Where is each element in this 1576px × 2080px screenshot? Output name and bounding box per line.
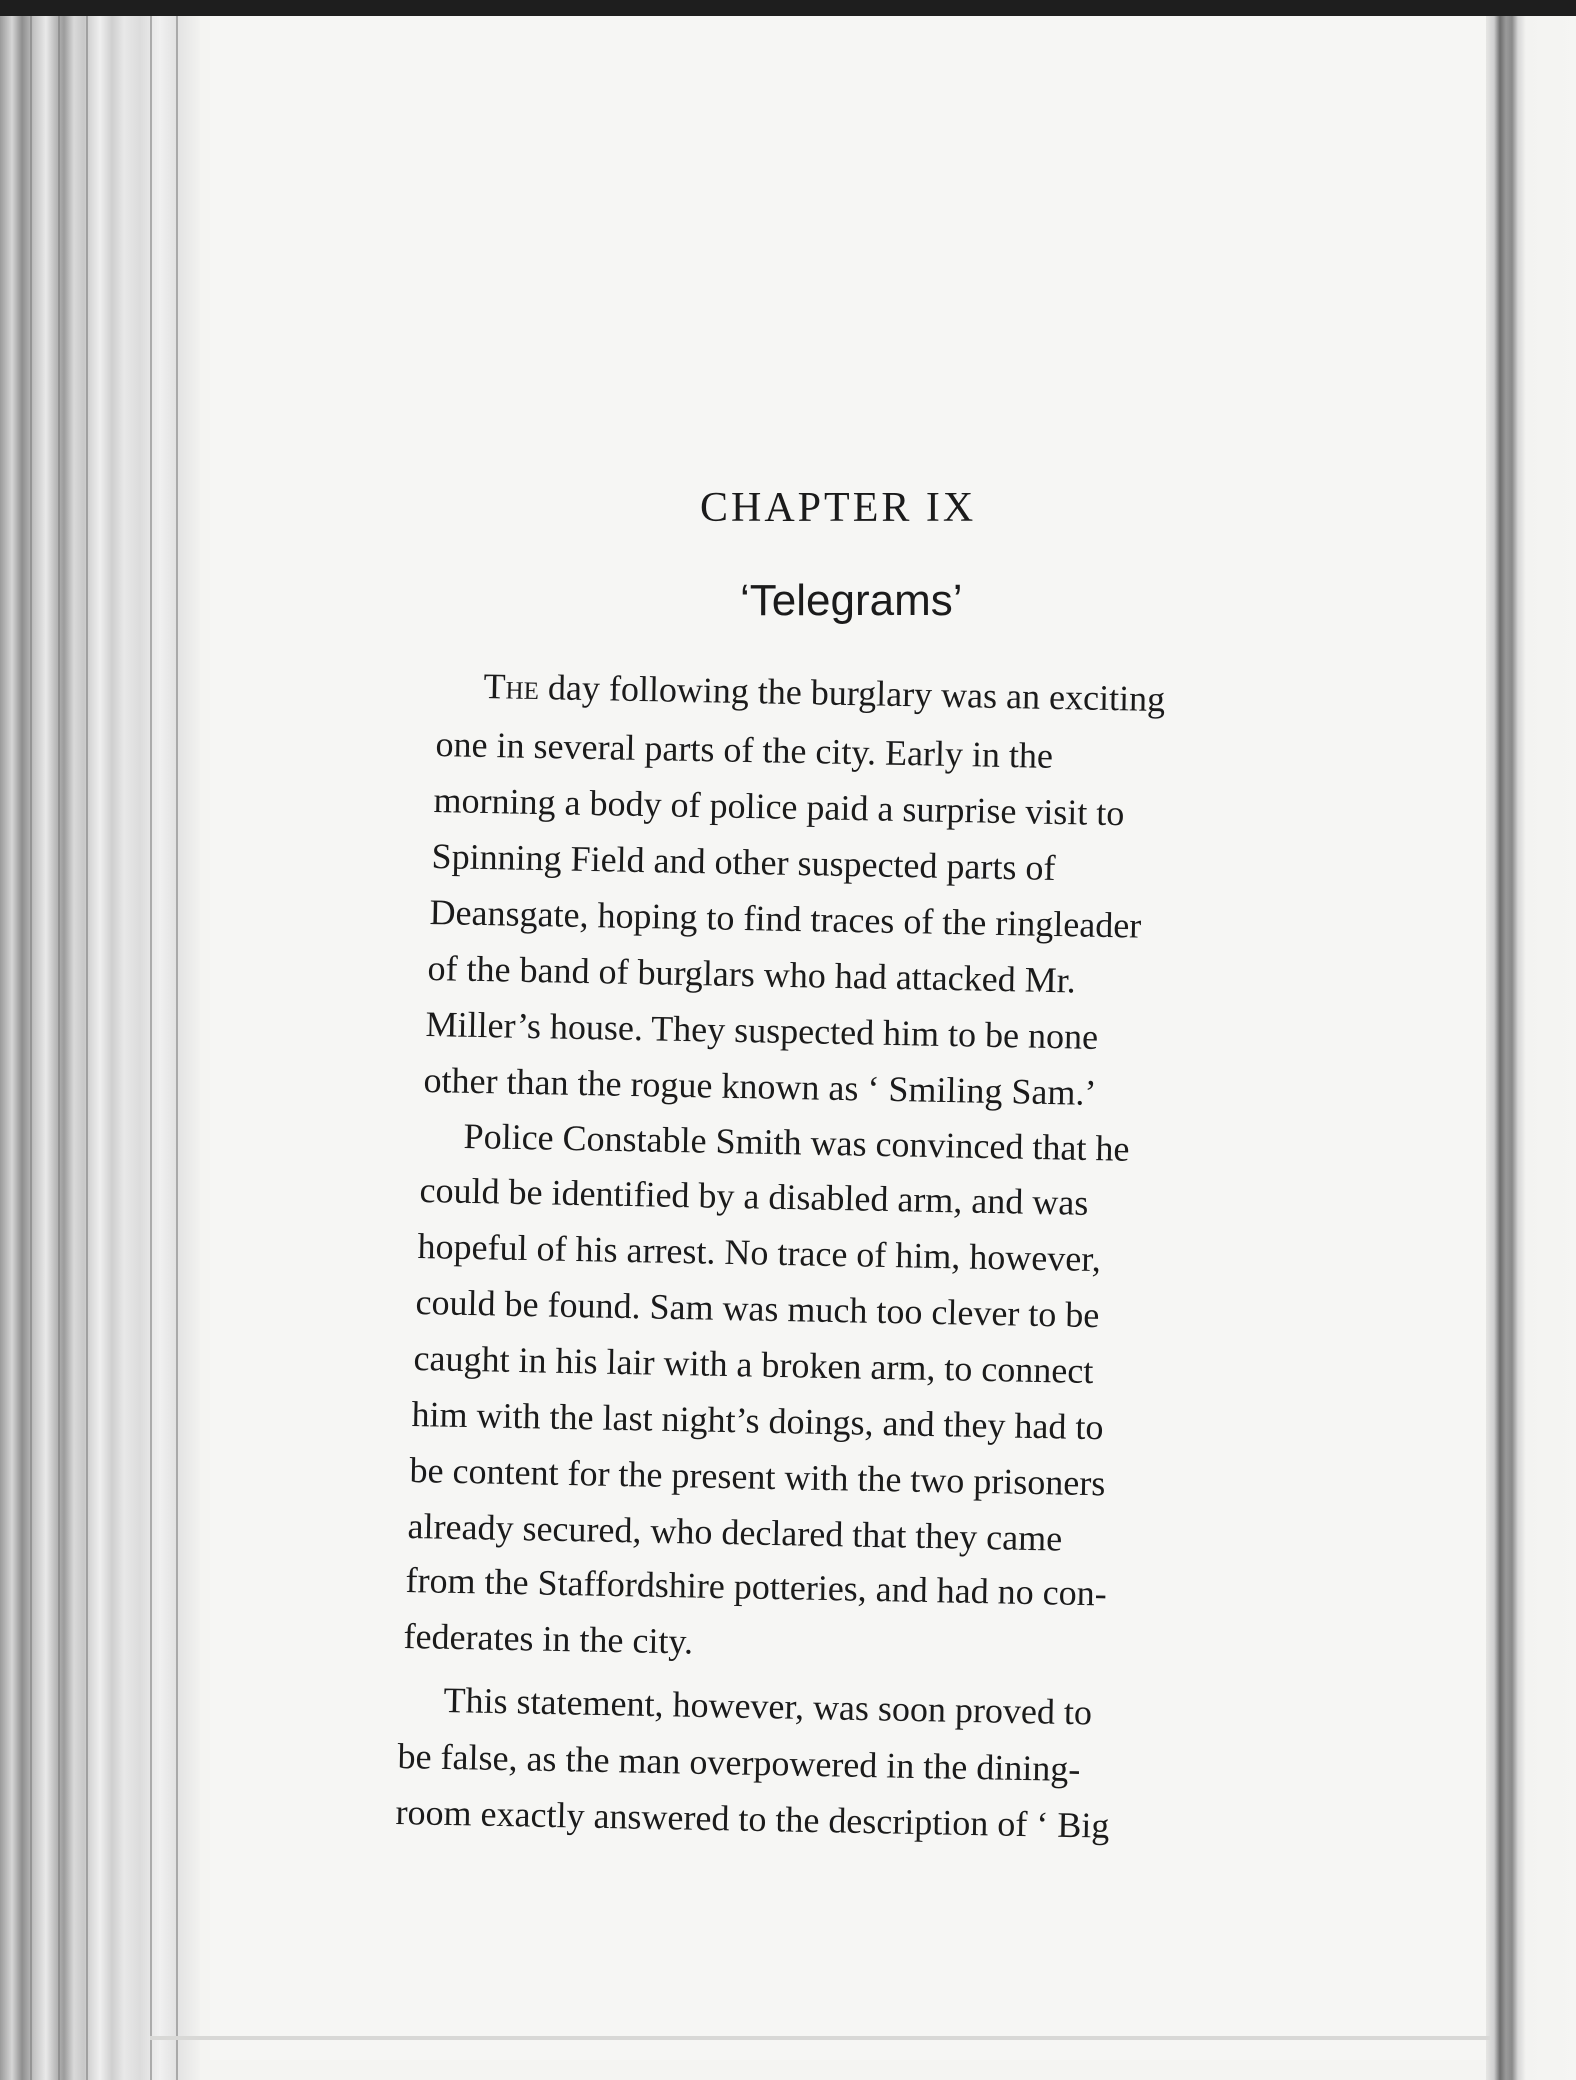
text-line: be content for the present with the two prisoners (409, 1450, 1106, 1504)
text-line: from the Staffordshire potteries, and had no con- (405, 1560, 1108, 1614)
text-line: other than the rogue known as ‘ Smiling Sam.’ (423, 1060, 1097, 1113)
text-line: Police Constable Smith was convinced that he (463, 1116, 1130, 1169)
text-line: federates in the city. (403, 1616, 694, 1662)
chapter-heading: CHAPTER IX (700, 485, 977, 531)
text-line: room exactly answered to the description of ‘ Big (395, 1792, 1110, 1846)
drop-word: The (483, 666, 540, 708)
text-line: one in several parts of the city. Early in the (435, 724, 1054, 776)
text-line: of the band of burglars who had attacked Mr. (427, 948, 1077, 1001)
text-line: Deansgate, hoping to find traces of the ringleader (429, 892, 1142, 946)
text-line (483, 668, 1330, 720)
text-line-rest: day following the burglary was an exciting (538, 667, 1166, 720)
text-line: Miller’s house. They suspected him to be none (425, 1004, 1099, 1057)
text-line: hopeful of his arrest. No trace of him, however, (417, 1226, 1102, 1280)
text-line: could be identified by a disabled arm, and was (419, 1170, 1089, 1223)
chapter-title: ‘Telegrams’ (740, 576, 963, 625)
text-line: him with the last night’s doings, and they had to (411, 1394, 1104, 1448)
text-line: This statement, however, was soon proved to (443, 1680, 1093, 1733)
text-line: caught in his lair with a broken arm, to connect (413, 1338, 1094, 1392)
text-line: Spinning Field and other suspected parts of (431, 836, 1056, 888)
text-line: be false, as the man overpowered in the dining- (397, 1736, 1081, 1790)
text-line: already secured, who declared that they came (407, 1506, 1063, 1559)
text-line: morning a body of police paid a surprise visit to (433, 780, 1125, 834)
text-line: could be found. Sam was much too clever to be (415, 1282, 1100, 1336)
